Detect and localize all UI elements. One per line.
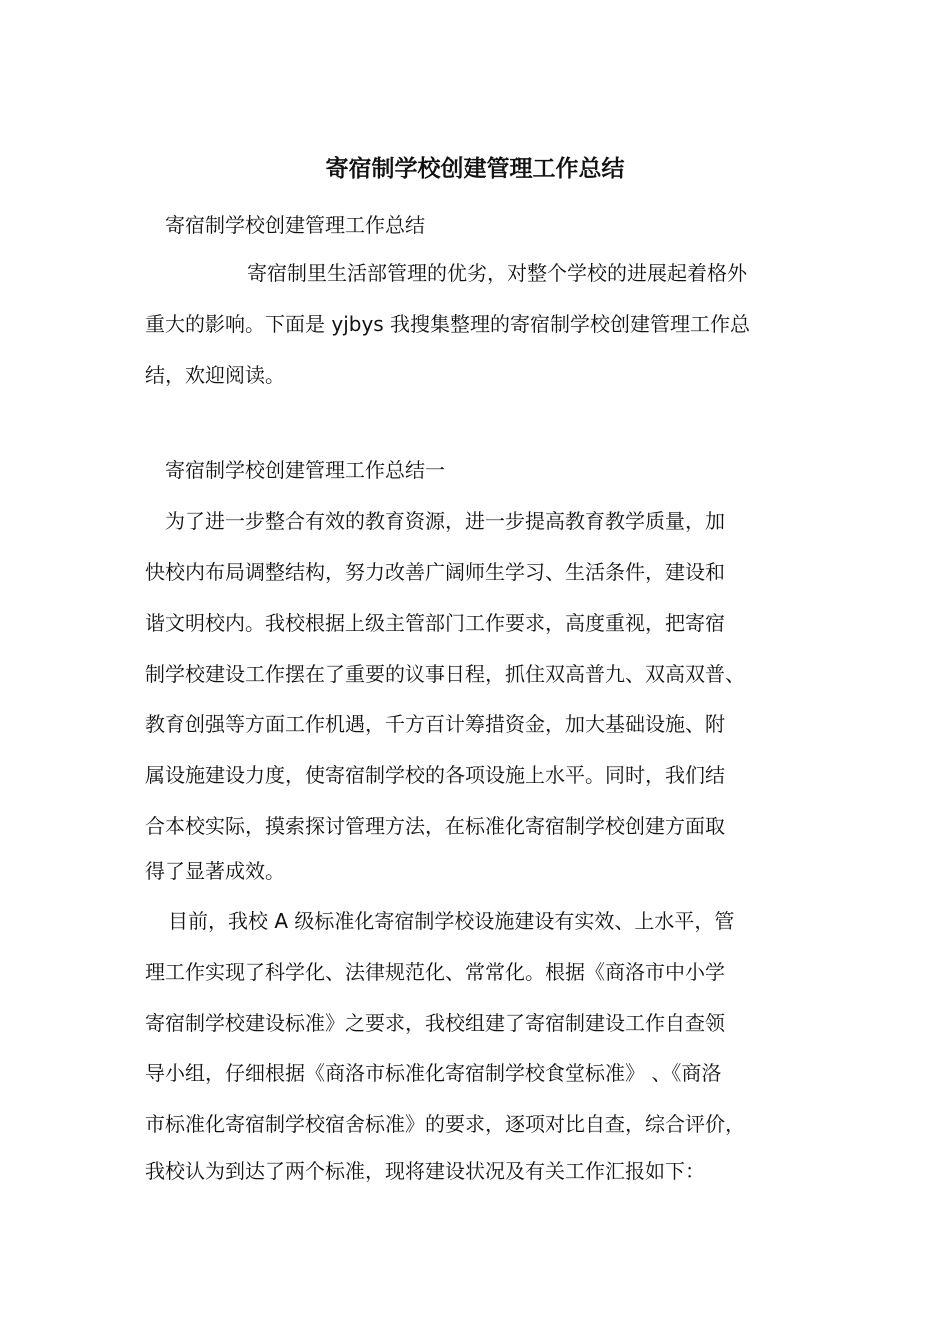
paragraph2-line-2: 理工作实现了科学化、法律规范化、常常化。根据《商洛市中小学	[145, 960, 725, 984]
paragraph2-line-4: 导小组，仔细根据《商洛市标准化寄宿制学校食堂标准》 、《商洛	[145, 1061, 722, 1085]
paragraph1-line-6: 属设施建设力度，使寄宿制学校的各项设施上水平。同时，我们结	[145, 763, 725, 787]
paragraph1-line-1: 为了进一步整合有效的教育资源，进一步提高教育教学质量，加	[165, 509, 725, 533]
paragraph1-line-2: 快校内布局调整结构，努力改善广阔师生学习、生活条件，建设和	[145, 560, 725, 584]
intro-line-1: 寄宿制里生活部管理的优劣，对整个学校的进展起着格外	[247, 261, 747, 285]
intro-line-3: 结，欢迎阅读。	[145, 363, 285, 387]
paragraph2-line-1: 目前，我校 A 级标准化寄宿制学校设施建设有实效、上水平，管	[168, 909, 735, 933]
paragraph2-line-6: 我校认为到达了两个标准，现将建设状况及有关工作汇报如下：	[145, 1159, 705, 1183]
document-title: 寄宿制学校创建管理工作总结	[325, 156, 625, 182]
paragraph1-line-7: 合本校实际，摸索探讨管理方法，在标准化寄宿制学校创建方面取	[145, 814, 725, 838]
paragraph2-line-3: 寄宿制学校建设标准》之要求，我校组建了寄宿制建设工作自查领	[145, 1011, 725, 1035]
section-heading: 寄宿制学校创建管理工作总结一	[165, 458, 445, 482]
paragraph1-line-3: 谐文明校内。我校根据上级主管部门工作要求，高度重视，把寄宿	[145, 611, 725, 635]
paragraph2-line-5: 市标准化寄宿制学校宿舍标准》的要求，逐项对比自查，综合评价，	[145, 1112, 745, 1136]
paragraph1-line-5: 教育创强等方面工作机遇，千方百计筹措资金，加大基础设施、附	[145, 712, 725, 736]
paragraph1-line-4: 制学校建设工作摆在了重要的议事日程，抓住双高普九、双高双普、	[145, 662, 745, 686]
document-subtitle: 寄宿制学校创建管理工作总结	[165, 213, 425, 237]
intro-line-2: 重大的影响。下面是 yjbys 我搜集整理的寄宿制学校创建管理工作总	[145, 312, 751, 336]
paragraph1-line-8: 得了显著成效。	[145, 859, 285, 883]
